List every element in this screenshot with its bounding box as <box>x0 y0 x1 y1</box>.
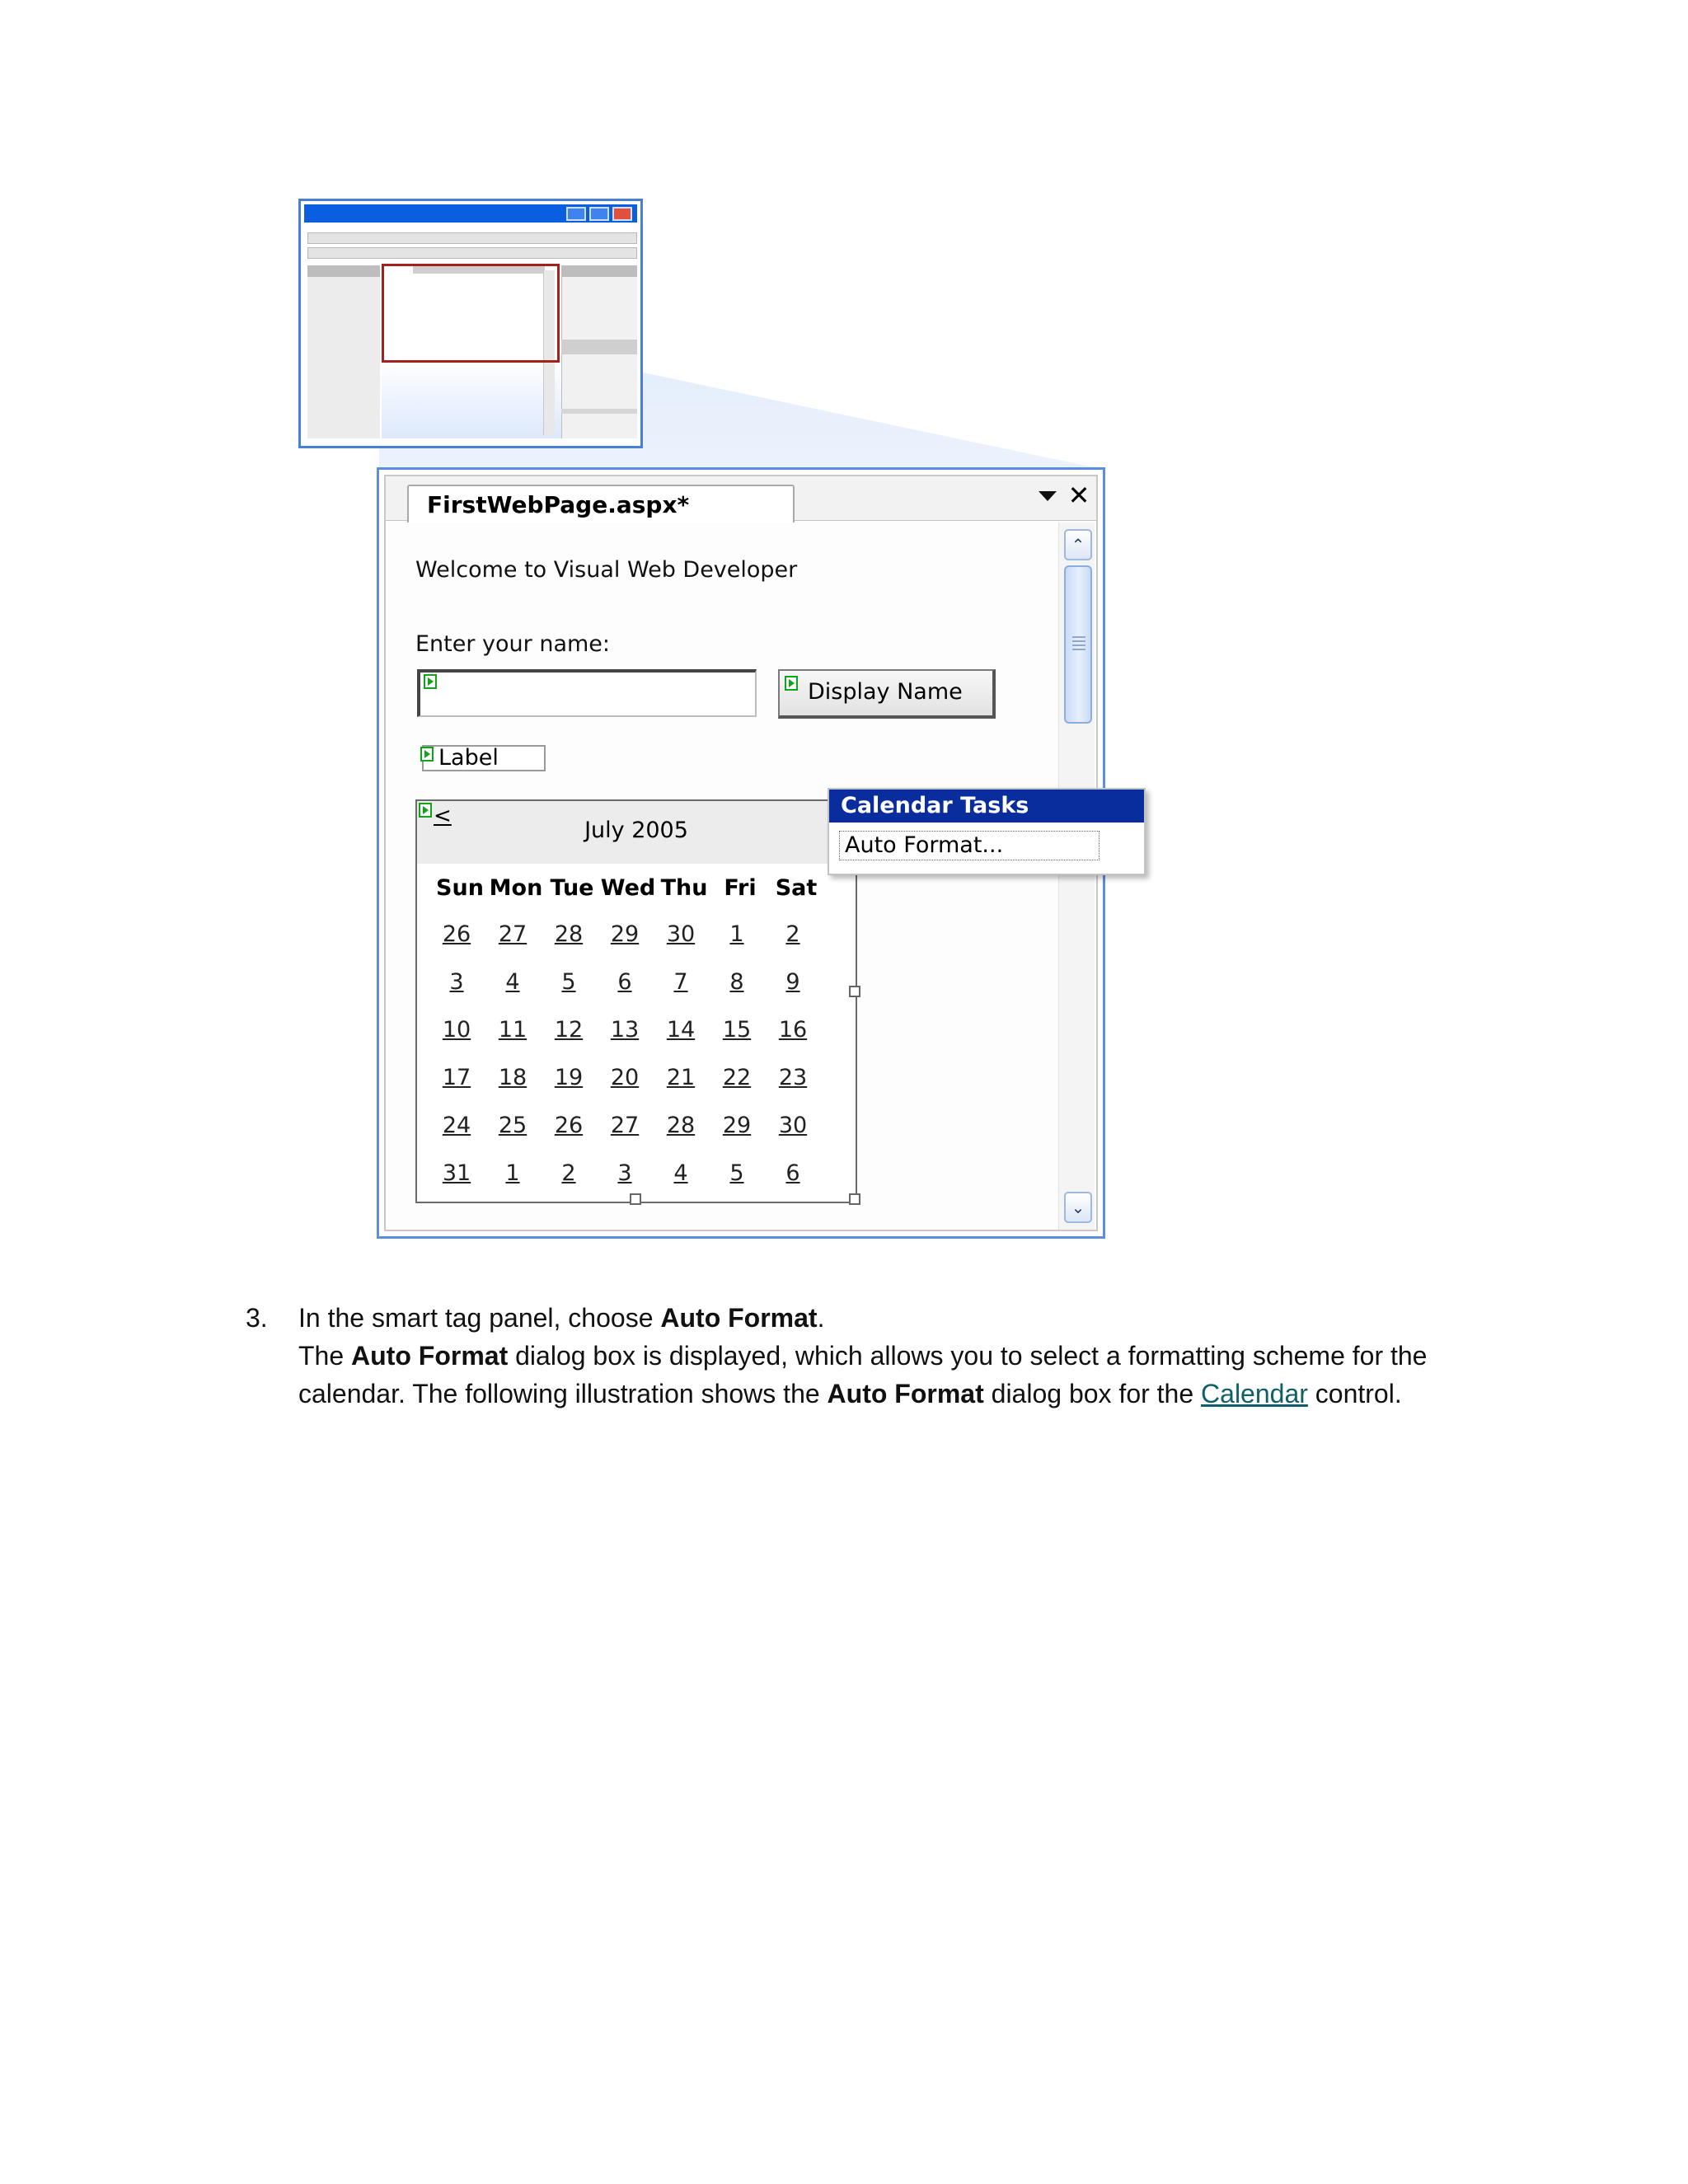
welcome-text: Welcome to Visual Web Developer <box>415 557 798 583</box>
text-run: dialog box is displayed, which allows you to select a formatting scheme for the <box>508 1341 1428 1371</box>
scroll-up-icon[interactable]: ⌃ <box>1064 529 1092 560</box>
thumbnail-highlight-box <box>382 264 560 363</box>
tab-label: FirstWebPage.aspx* <box>427 491 690 518</box>
calendar-day-cell[interactable]: 14 <box>666 1017 696 1043</box>
thumbnail-title-bar <box>304 204 637 223</box>
calendar-day-cell[interactable]: 4 <box>505 969 520 995</box>
calendar-day-cell[interactable]: 31 <box>442 1160 471 1186</box>
calendar-link[interactable]: Calendar <box>1201 1379 1308 1408</box>
calendar-day-cell[interactable]: 3 <box>449 969 464 995</box>
calendar-day-header: Sat <box>775 875 818 901</box>
calendar-day-header: Fri <box>724 875 757 901</box>
bold-run: Auto Format <box>660 1303 818 1333</box>
calendar-day-cell[interactable]: 28 <box>666 1113 696 1138</box>
vertical-scrollbar[interactable] <box>1058 523 1095 1230</box>
text-run: The <box>298 1341 352 1371</box>
calendar-day-header: Mon <box>489 875 543 901</box>
ide-thumbnail <box>298 199 643 448</box>
calendar-tasks-panel <box>828 788 1146 875</box>
calendar-day-header: Wed <box>600 875 656 901</box>
calendar-day-cell[interactable]: 8 <box>729 969 744 995</box>
calendar-control[interactable] <box>415 799 857 1203</box>
thumbnail-right-pane-header <box>561 340 637 354</box>
calendar-day-cell[interactable]: 4 <box>673 1160 688 1186</box>
calendar-day-cell[interactable]: 22 <box>722 1065 752 1090</box>
calendar-day-cell[interactable]: 19 <box>554 1065 584 1090</box>
calendar-day-cell[interactable]: 9 <box>785 969 800 995</box>
auto-format-link[interactable]: Auto Format... <box>839 831 1100 860</box>
calendar-day-cell[interactable]: 27 <box>498 921 528 947</box>
tab-firstwebpage[interactable] <box>407 485 795 523</box>
enter-name-label: Enter your name: <box>415 631 611 657</box>
tab-strip <box>386 476 1096 521</box>
calendar-day-cell[interactable]: 1 <box>505 1160 520 1186</box>
calendar-day-cell[interactable]: 11 <box>498 1017 528 1043</box>
thumbnail-left-pane <box>307 265 380 438</box>
thumbnail-menu-bar <box>307 232 637 244</box>
display-name-button-label: Display Name <box>808 679 963 705</box>
minimize-icon <box>566 207 586 221</box>
calendar-day-cell[interactable]: 12 <box>554 1017 584 1043</box>
bold-run: Auto Format <box>827 1379 984 1408</box>
calendar-day-cell[interactable]: 6 <box>617 969 632 995</box>
maximize-icon <box>589 207 609 221</box>
calendar-day-cell[interactable]: 2 <box>561 1160 576 1186</box>
bold-run: Auto Format <box>351 1341 509 1371</box>
step-number: 3. <box>246 1303 268 1333</box>
resize-handle[interactable] <box>849 1193 860 1205</box>
scroll-down-icon[interactable]: ⌄ <box>1064 1192 1092 1223</box>
scroll-thumb[interactable] <box>1064 565 1092 724</box>
close-icon[interactable]: ✕ <box>1067 480 1090 511</box>
smart-tag-glyph-icon <box>420 747 434 762</box>
instruction-line <box>298 1303 824 1333</box>
display-name-button[interactable] <box>778 669 996 719</box>
calendar-day-cell[interactable]: 29 <box>722 1113 752 1138</box>
calendar-day-cell[interactable]: 26 <box>442 921 471 947</box>
instruction-line <box>298 1341 1427 1371</box>
calendar-day-cell[interactable]: 23 <box>778 1065 808 1090</box>
calendar-day-cell[interactable]: 16 <box>778 1017 808 1043</box>
calendar-day-cell[interactable]: 17 <box>442 1065 471 1090</box>
text-run: calendar. The following illustration shows the <box>298 1379 828 1408</box>
label-control[interactable] <box>422 745 546 771</box>
grip-icon <box>1072 636 1085 651</box>
calendar-prev-link[interactable]: < <box>434 804 452 828</box>
thumbnail-right-pane-divider <box>561 409 637 414</box>
smart-tag-glyph-icon <box>785 676 798 691</box>
calendar-day-cell[interactable]: 28 <box>554 921 584 947</box>
close-icon <box>612 207 632 221</box>
calendar-day-header: Thu <box>660 875 708 901</box>
calendar-day-cell[interactable]: 30 <box>666 921 696 947</box>
chevron-down-icon[interactable] <box>1037 486 1058 506</box>
calendar-day-cell[interactable]: 5 <box>561 969 576 995</box>
calendar-day-cell[interactable]: 13 <box>610 1017 640 1043</box>
resize-handle[interactable] <box>849 986 860 997</box>
calendar-grid <box>425 801 846 1197</box>
calendar-day-cell[interactable]: 20 <box>610 1065 640 1090</box>
calendar-day-cell[interactable]: 24 <box>442 1113 471 1138</box>
calendar-day-cell[interactable]: 29 <box>610 921 640 947</box>
instruction-line <box>298 1379 1402 1409</box>
calendar-day-cell[interactable]: 5 <box>729 1160 744 1186</box>
name-textbox[interactable] <box>417 669 757 717</box>
calendar-day-cell[interactable]: 6 <box>785 1160 800 1186</box>
resize-handle[interactable] <box>630 1193 641 1205</box>
calendar-day-cell[interactable]: 3 <box>617 1160 632 1186</box>
calendar-day-cell[interactable]: 2 <box>785 921 800 947</box>
calendar-day-cell[interactable]: 1 <box>729 921 744 947</box>
label-control-text: Label <box>438 745 499 771</box>
smart-tag-glyph-icon <box>424 674 437 689</box>
calendar-day-cell[interactable]: 25 <box>498 1113 528 1138</box>
text-run: dialog box for the <box>983 1379 1202 1408</box>
calendar-day-cell[interactable]: 7 <box>673 969 688 995</box>
calendar-day-header: Sun <box>436 875 484 901</box>
calendar-month-title: July 2005 <box>584 818 688 843</box>
calendar-day-cell[interactable]: 18 <box>498 1065 528 1090</box>
text-run: . <box>817 1303 825 1333</box>
calendar-day-cell[interactable]: 27 <box>610 1113 640 1138</box>
thumbnail-toolbar <box>307 247 637 259</box>
calendar-tasks-title: Calendar Tasks <box>829 790 1144 823</box>
calendar-day-cell[interactable]: 30 <box>778 1113 808 1138</box>
calendar-day-header: Tue <box>550 875 594 901</box>
text-run: control. <box>1307 1379 1402 1408</box>
calendar-day-cell[interactable]: 10 <box>442 1017 471 1043</box>
text-run: In the smart tag panel, choose <box>298 1303 661 1333</box>
calendar-day-cell[interactable]: 21 <box>666 1065 696 1090</box>
calendar-day-cell[interactable]: 15 <box>722 1017 752 1043</box>
calendar-day-cell[interactable]: 26 <box>554 1113 584 1138</box>
